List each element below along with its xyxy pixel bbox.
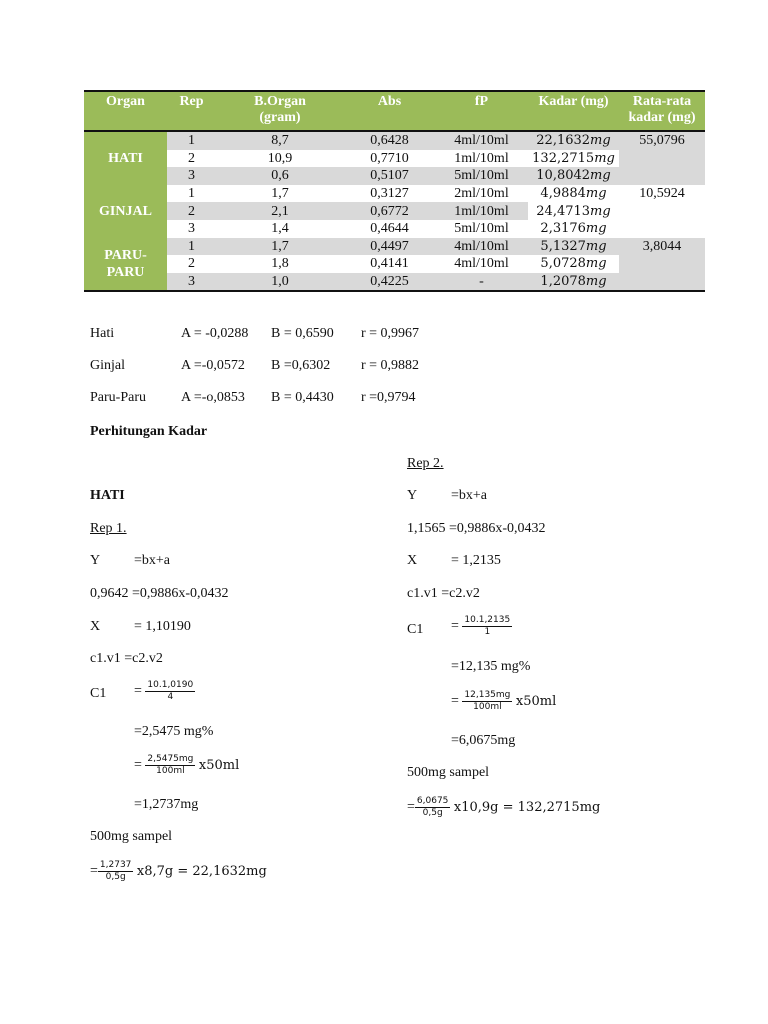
- average-cell: 55,0796: [619, 131, 705, 185]
- rep2-y-label: Y: [407, 488, 418, 503]
- berat-cell: 1,4: [271, 221, 289, 237]
- kadar-cell: [528, 185, 619, 203]
- rep2-y-equation: =bx+a: [451, 488, 488, 503]
- rep2-c1-denominator: 1: [484, 627, 491, 637]
- regression-organ: Paru-Paru: [90, 390, 146, 405]
- kadar-unit: mg: [594, 150, 615, 166]
- column-header: fP: [474, 94, 489, 109]
- table-row: [84, 185, 705, 203]
- rep1-c1-fraction: = $\frac{10.1,0190}{4}$: [134, 680, 194, 702]
- kadar-value: 22,1632: [536, 133, 591, 149]
- results-table: [84, 90, 705, 292]
- section-title: Perhitungan Kadar: [90, 424, 208, 439]
- regression-a: A =-o,0853: [181, 390, 245, 405]
- column-header: Organ: [106, 94, 145, 109]
- rep1-title: Rep 1.: [90, 521, 127, 536]
- column-header: Kadar (mg): [538, 94, 609, 109]
- kadar-value: 132,2715: [532, 150, 595, 166]
- rep-cell: 2: [167, 202, 216, 220]
- abs-cell: 0,4225: [344, 273, 435, 292]
- rep2-conversion: = $\frac{12,135mg}{100ml}$ x50ml: [451, 690, 557, 712]
- fp-cell: 2ml/10ml: [454, 186, 509, 202]
- organ-cell: HATI: [84, 131, 167, 185]
- table-row: [84, 150, 705, 168]
- regression-b: B =0,6302: [271, 358, 331, 373]
- rep2-equation-line: 1,1565 =0,9886x-0,0432: [407, 521, 546, 536]
- kadar-value: 10,8042: [536, 168, 591, 184]
- rep1-c1-label: C1: [90, 686, 107, 701]
- kadar-value: 5,0728: [540, 256, 586, 272]
- rep-cell: 1: [167, 131, 216, 150]
- abs-cell: 0,4497: [344, 238, 435, 256]
- kadar-value: 24,4713: [536, 203, 591, 219]
- kadar-unit: mg: [585, 256, 607, 272]
- kadar-cell: [528, 131, 619, 150]
- berat-cell: 0,6: [216, 167, 344, 185]
- kadar-cell: [528, 273, 619, 292]
- rep1-c1-denominator: 4: [167, 692, 174, 702]
- rep2-conv-tail: x50ml: [515, 694, 557, 709]
- regression-organ: Ginjal: [90, 358, 125, 373]
- fp-cell: 5ml/10ml: [435, 167, 528, 185]
- table-body: [84, 131, 705, 291]
- results-table-container: [84, 90, 696, 292]
- rep2-final-denominator: 0,5g: [422, 808, 443, 818]
- rep2-mg-percent: =12,135 mg%: [451, 659, 531, 674]
- rep1-x-label: X: [90, 619, 101, 634]
- fp-cell: 4ml/10ml: [435, 238, 528, 256]
- rep2-x-label: X: [407, 553, 418, 568]
- rep1-c1-numerator: 10.1,0190: [147, 680, 194, 690]
- rep1-result-mg: =1,2737mg: [134, 797, 199, 812]
- berat-cell: 10,9: [267, 150, 293, 166]
- rep1-final: = $\frac{1,2737}{0,5g}$ x8,7g = 22,1632mg: [90, 860, 267, 882]
- kadar-value: 4,9884: [540, 186, 586, 202]
- table-header: [84, 91, 705, 131]
- rep1-conv-numerator: 2,5475mg: [147, 754, 194, 764]
- column-header: Rep: [179, 94, 204, 109]
- rep2-conv-denominator: 100ml: [473, 702, 502, 712]
- kadar-cell: [528, 238, 619, 256]
- rep-cell: 2: [188, 150, 195, 166]
- regression-r: r = 0,9882: [361, 358, 420, 373]
- rep-cell: 1: [188, 186, 195, 202]
- abs-cell: 0,6428: [344, 131, 435, 150]
- rep2-title: Rep 2.: [407, 456, 444, 471]
- regression-r: r =0,9794: [361, 390, 416, 405]
- regression-organ: Hati: [90, 326, 115, 341]
- kadar-cell: [528, 220, 619, 238]
- rep1-final-denominator: 0,5g: [105, 872, 126, 882]
- kadar-unit: mg: [585, 238, 607, 254]
- kadar-unit: mg: [585, 221, 607, 237]
- column-header: Rata-rata kadar (mg): [628, 94, 696, 125]
- kadar-unit: mg: [590, 203, 611, 219]
- rep1-c-line: c1.v1 =c2.v2: [90, 651, 163, 666]
- rep2-sample-label: 500mg sampel: [407, 765, 490, 780]
- fp-cell: 1ml/10ml: [435, 202, 528, 220]
- kadar-cell: [528, 202, 619, 220]
- rep-cell: 2: [188, 256, 195, 272]
- table-row: [84, 202, 705, 220]
- column-header: Abs: [377, 94, 402, 109]
- rep1-y-equation: =bx+a: [134, 553, 171, 568]
- kadar-value: 1,2078: [540, 274, 586, 290]
- rep2-c1-numerator: 10.1,2135: [464, 615, 511, 625]
- rep2-c1-fraction: = $\frac{10.1,2135}{1}$: [451, 615, 511, 637]
- rep1-final-numerator: 1,2737: [99, 860, 132, 870]
- rep2-result-mg: =6,0675mg: [451, 733, 516, 748]
- fp-cell: 4ml/10ml: [454, 256, 509, 272]
- kadar-cell: [528, 255, 619, 273]
- table-row: [84, 131, 705, 150]
- rep1-equation-line: 0,9642 =0,9886x-0,0432: [90, 586, 229, 601]
- average-cell: 3,8044: [619, 238, 705, 292]
- kadar-value: 2,3176: [540, 221, 586, 237]
- fp-cell: -: [435, 273, 528, 292]
- abs-cell: 0,5107: [344, 167, 435, 185]
- berat-cell: 1,0: [216, 273, 344, 292]
- rep1-mg-percent: =2,5475 mg%: [134, 724, 214, 739]
- fp-cell: 5ml/10ml: [454, 221, 509, 237]
- kadar-cell: [528, 150, 619, 168]
- fp-cell: 1ml/10ml: [454, 150, 509, 166]
- rep2-final-tail: x10,9g = 132,2715mg: [453, 800, 601, 815]
- rep2-conv-numerator: 12,135mg: [464, 690, 511, 700]
- regression-a: A = -0,0288: [181, 326, 249, 341]
- rep2-c-line: c1.v1 =c2.v2: [407, 586, 480, 601]
- rep1-sample-label: 500mg sampel: [90, 829, 173, 844]
- rep1-final-tail: x8,7g = 22,1632mg: [136, 864, 267, 879]
- rep-cell: 1: [167, 238, 216, 256]
- column-header: B.Organ (gram): [254, 94, 306, 125]
- organ-cell: PARU- PARU: [84, 238, 167, 292]
- organ-cell: GINJAL: [84, 185, 167, 238]
- berat-cell: 8,7: [216, 131, 344, 150]
- berat-cell: 2,1: [216, 202, 344, 220]
- abs-cell: 0,3127: [370, 186, 409, 202]
- rep-cell: 3: [167, 273, 216, 292]
- regression-a: A =-0,0572: [181, 358, 245, 373]
- rep2-c1-label: C1: [407, 622, 424, 637]
- table-row: [84, 255, 705, 273]
- berat-cell: 1,7: [271, 186, 289, 202]
- rep2-final-numerator: 6,0675: [416, 796, 449, 806]
- rep1-x-value: = 1,10190: [134, 619, 191, 634]
- abs-cell: 0,4644: [370, 221, 409, 237]
- regression-r: r = 0,9967: [361, 326, 420, 341]
- abs-cell: 0,6772: [344, 202, 435, 220]
- rep1-y-label: Y: [90, 553, 101, 568]
- kadar-unit: mg: [590, 133, 611, 149]
- table-row: [84, 167, 705, 185]
- berat-cell: 1,8: [271, 256, 289, 272]
- table-row: [84, 220, 705, 238]
- average-cell: 10,5924: [619, 185, 705, 238]
- rep2-x-value: = 1,2135: [451, 553, 501, 568]
- rep1-conv-denominator: 100ml: [156, 766, 185, 776]
- abs-cell: 0,4141: [370, 256, 409, 272]
- berat-cell: 1,7: [216, 238, 344, 256]
- rep1-conv-tail: x50ml: [198, 758, 240, 773]
- kadar-value: 5,1327: [540, 238, 586, 254]
- table-row: [84, 238, 705, 256]
- table-row: [84, 273, 705, 292]
- regression-b: B = 0,6590: [271, 326, 334, 341]
- fp-cell: 4ml/10ml: [435, 131, 528, 150]
- rep1-conversion: = $\frac{2,5475mg}{100ml}$ x50ml: [134, 754, 240, 776]
- abs-cell: 0,7710: [370, 150, 409, 166]
- kadar-cell: [528, 167, 619, 185]
- kadar-unit: mg: [585, 186, 607, 202]
- rep2-final: = $\frac{6,0675}{0,5g}$ x10,9g = 132,2715mg: [407, 796, 601, 818]
- kadar-unit: mg: [585, 274, 607, 290]
- rep-cell: 3: [188, 221, 195, 237]
- rep-cell: 3: [167, 167, 216, 185]
- regression-b: B = 0,4430: [271, 390, 334, 405]
- kadar-unit: mg: [590, 168, 611, 184]
- hati-heading: HATI: [90, 488, 125, 503]
